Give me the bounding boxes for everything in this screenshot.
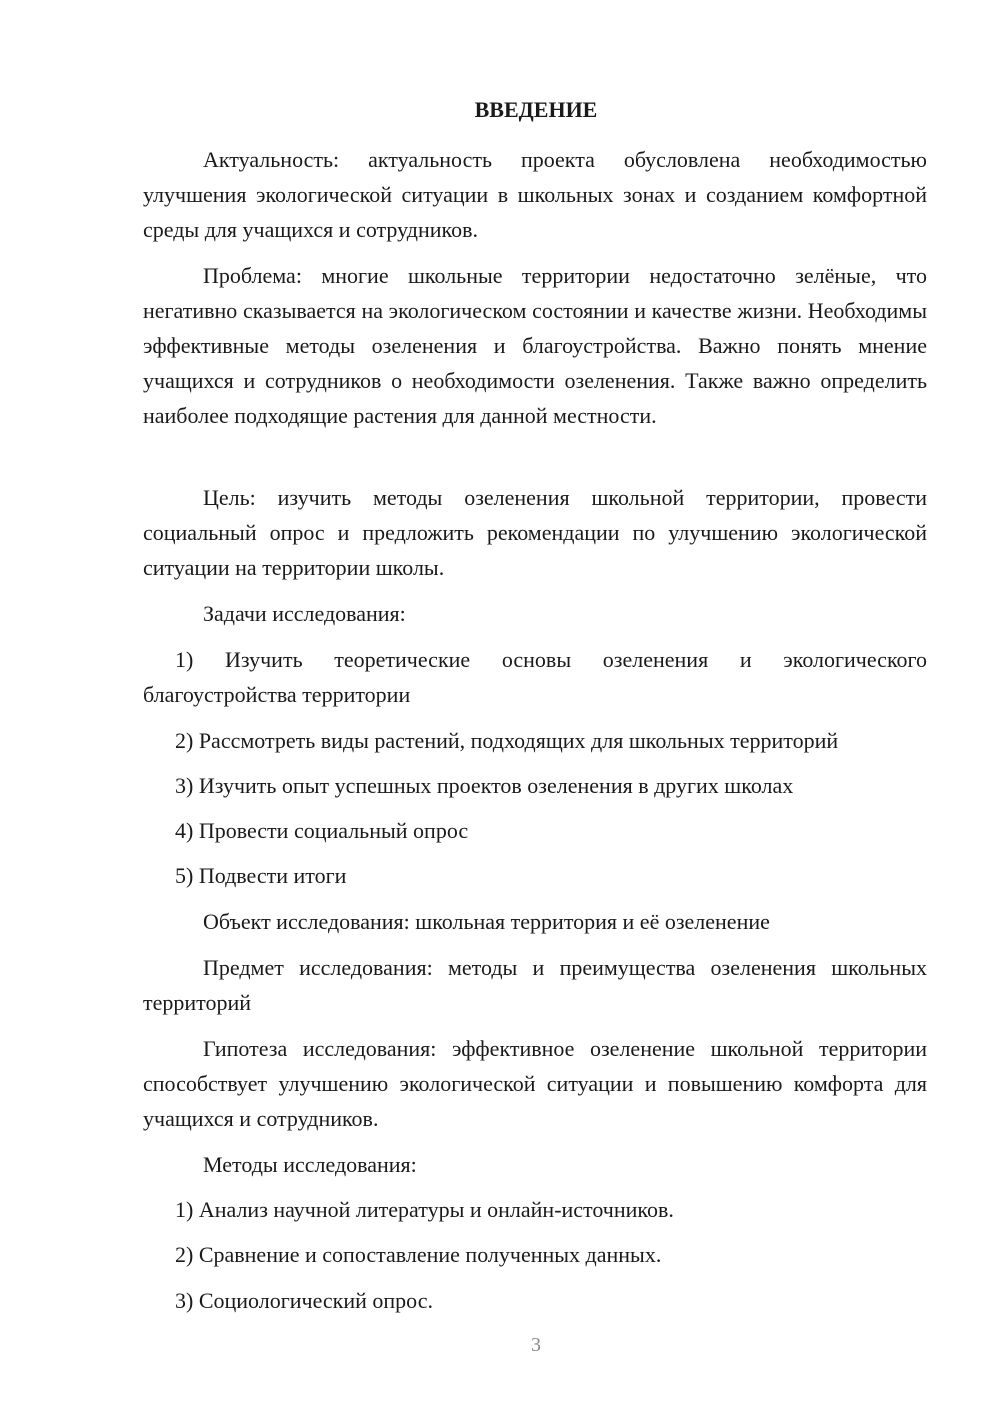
- task-item-5: 5) Подвести итоги: [175, 863, 347, 888]
- object-paragraph: Объект исследования: школьная территория и её озеленение: [203, 909, 770, 934]
- method-item-1: 1) Анализ научной литературы и онлайн-источников.: [175, 1197, 674, 1222]
- hypothesis-paragraph: Гипотеза исследования: эффективное озеленение школьной территории способствует улучшению экологической ситуации и повышению комфорта для учащихся и сотрудников.: [143, 1036, 927, 1131]
- subject-paragraph: Предмет исследования: методы и преимущества озеленения школьных территорий: [143, 955, 927, 1015]
- methods-heading: Методы исследования:: [203, 1152, 417, 1177]
- task-item-2: 2) Рассмотреть виды растений, подходящих для школьных территорий: [175, 728, 839, 753]
- section-heading: ВВЕДЕНИЕ: [474, 97, 598, 122]
- page-number: 3: [531, 1334, 541, 1356]
- method-item-3: 3) Социологический опрос.: [175, 1288, 433, 1313]
- task-item-3: 3) Изучить опыт успешных проектов озеленения в других школах: [175, 773, 794, 798]
- task-item-1: 1) Изучить теоретические основы озеленения и экологического благоустройства территории: [143, 647, 927, 707]
- method-item-2: 2) Сравнение и сопоставление полученных данных.: [175, 1242, 662, 1267]
- tasks-heading: Задачи исследования:: [203, 601, 406, 626]
- task-item-4: 4) Провести социальный опрос: [175, 818, 469, 843]
- relevance-paragraph: Актуальность: актуальность проекта обусловлена необходимостью улучшения экологической ситуации в школьных зонах и созданием комфортной среды для учащихся и сотрудников.: [143, 147, 927, 242]
- problem-paragraph: Проблема: многие школьные территории недостаточно зелёные, что негативно сказывается на экологическом состоянии и качестве жизни. Необходимы эффективные методы озеленения и благоустройства. Важно понять мнение учащихся и сотрудников о необходимости озеленения. Также важно определить наиболее подходящие растения для данной местности.: [143, 263, 927, 428]
- goal-paragraph: Цель: изучить методы озеленения школьной территории, провести социальный опрос и предложить рекомендации по улучшению экологической ситуации на территории школы.: [143, 485, 927, 580]
